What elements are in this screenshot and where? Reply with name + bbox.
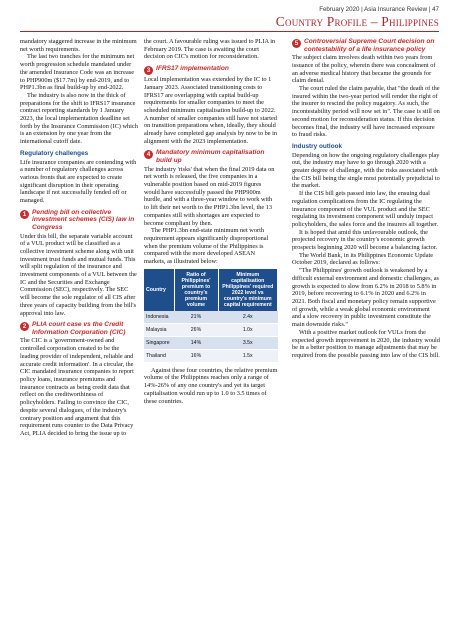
item-4-heading xyxy=(144,149,278,164)
page-header-issue: February 2020 | Asia Insurance Review | 47 xyxy=(319,6,439,13)
section-title: Country Profile – Philippines xyxy=(275,14,439,29)
table-header-row xyxy=(144,269,278,311)
paragraph: The last two tranches for the minimum net worth progression schedule mandated under the amended Insurance Code was an increase to PHP900m ($17.7m) by end-2019, and to PHP1.3bn as final build-up by end-2022. xyxy=(20,53,135,92)
table-cell: 16% xyxy=(174,349,218,362)
paragraph: Local implementation was extended by the IC to 1 January 2023. Associated transitioning costs to IFRS17 are overlapping with capital build-up requirements for smaller companies to meet the scheduled minimum capitalisation build-up to 2022. A number of smaller companies still have not started on transition preparations when, ideally, they should already have completed gap analysis by now to be in alignment with the 2023 implementation. xyxy=(144,76,278,145)
column-1 xyxy=(20,38,138,438)
paragraph: With a positive market outlook for VULs from the expected growth improvement in 2020, the industry would be in a better position to manage adjustments that may be required from the possible passing into law of the CIS bill. xyxy=(292,328,440,359)
table-cell: Indonesia xyxy=(144,311,174,324)
paragraph: Under this bill, the separate variable account of a VUL product will be classified as a collective investment scheme along with unit investment trust funds and mutual funds. This will split regulation of the insurance and investment components of a VUL between the IC and the Securities and Exchange Commission (SEC), respectively. The SEC will become the sole regulator of all CIS after three years of capacity building from the bill's approval into law. xyxy=(20,232,137,317)
item-4-title: Mandatory minimum capitalisation build up xyxy=(156,149,265,165)
number-badge-icon: 5 xyxy=(292,39,301,48)
paragraph: The World Bank, in its Philippines Economic Update October 2019, declared as follows: xyxy=(292,251,434,267)
paragraph: The PHP1.3bn end-state minimum net worth requirement appears significantly disproportional when the premium volume of the Philippines is compared with the more developed ASEAN markets, as illustrated below: xyxy=(144,227,269,266)
item-3-title: IFRS17 implementation xyxy=(156,65,229,73)
column-2 xyxy=(144,38,278,405)
table-row xyxy=(144,336,278,349)
paragraph: The industry 'risks' that when the final 2019 data on net worth is released, the five companies in a vulnerable position based on mid-2019 figures would have successfully passed the PHP900m hurdle, and with a three-year window to work with to lift their net worth to the PHP1.3bn level, the 13 companies still with shortages are expected to become compliant by then. xyxy=(144,165,275,227)
item-1-heading xyxy=(20,209,138,232)
paragraph: If the CIS bill gets passed into law, the ensuing dual regulation complications from the IC regulating the insurance component of the VUL product and the SEC regulating its investment component will unduly impact policyholders, the sales force and the insurers all together. xyxy=(292,190,439,228)
paragraph: the court. A favourable ruling was issued to PLIA in February 2019. The case is awaiting the court decision on CIC's motion for reconsideration. xyxy=(144,38,276,61)
table-cell: 2.4x xyxy=(218,311,278,324)
table-header-ratio: Ratio of Philippines' premium to country's premium volume xyxy=(174,269,218,311)
table-header-capitalisation: Minimum capitalisation Philippines' required 2022 level vs country's minimum capital requirement xyxy=(218,269,278,311)
paragraph: Depending on how the ongoing regulatory challenges play out, the industry may have to go through 2020 with a greater degree of challenge, with the risks associated with the CIS bill being the single most potentially prejudicial to the market. xyxy=(292,151,440,190)
paragraph: The subject claim involves death within two years from issuance of the policy, wherein there was concealment of an adverse medical history that became the grounds for claim denial. xyxy=(292,54,436,85)
number-badge-icon: 4 xyxy=(144,150,153,159)
item-5-title: Controversial Supreme Court decision on contestability of a life insurance policy xyxy=(304,38,435,53)
column-3 xyxy=(292,38,440,360)
table-cell: 3.5x xyxy=(218,336,278,349)
table-cell: Thailand xyxy=(144,349,174,362)
regulatory-challenges-heading: Regulatory challenges xyxy=(20,149,89,157)
number-badge-icon: 2 xyxy=(20,322,29,331)
industry-outlook-heading: Industry outlook xyxy=(292,142,343,150)
paragraph: The CIC is a 'government-owned and controlled corporation created to be the leading provider of independent, reliable and accurate credit information'. In a circular, the CIC mandated insurance companies to report policy loans, insurance premiums and insurance contracts as being credit data that reflect on the creditworthiness of policyholders. Failing to convince the CIC, despite several dialogues, of the industry's contrary position and argument that this requirement runs counter to the Data Privacy Act, PLIA decided to bring the issue up to xyxy=(20,337,134,437)
table-row xyxy=(144,311,278,324)
number-badge-icon: 1 xyxy=(20,210,29,219)
table-cell: 1.5x xyxy=(218,349,278,362)
paragraph: mandatory staggered increase in the minimum net worth requirements. xyxy=(20,38,137,53)
item-2-title: PLIA court case vs the Credit Information Corporation (CIC) xyxy=(32,321,126,336)
table-cell: Malaysia xyxy=(144,323,174,336)
table-cell: 21% xyxy=(174,311,218,324)
paragraph: Life insurance companies are contending with a number of regulatory challenges across various fronts that are expected to create significant disruption in their operating landscape if not successfully fended off or managed. xyxy=(20,158,137,205)
paragraph: It is hoped that amid this unfavourable outlook, the projected recovery in the country's economic growth prospects beginning 2020 will become a balancing factor. xyxy=(292,228,438,252)
number-badge-icon: 3 xyxy=(144,66,153,75)
item-1-title: Pending bill on collective investment schemes (CIS) law in Congress xyxy=(32,208,135,231)
item-5-heading xyxy=(292,38,440,53)
table-header-country: Country xyxy=(144,269,174,311)
table-cell: 26% xyxy=(174,323,218,336)
paragraph: Against these four countries, the relative premium volume of the Philippines reaches only a range of 14%-26% of any one country's and yet its target capitalisation would run up to 1.0 to 3.5 times of these countries. xyxy=(144,366,278,405)
paragraph: The industry is also now in the thick of preparations for the shift to IFRS17 insurance contract reporting standards by 1 January 2023, the local implementation deadline set forth by the Insurance Commission (IC) which is an extension by one year from the international cutoff date. xyxy=(20,91,138,146)
table-row xyxy=(144,323,278,336)
table-cell: 1.0x xyxy=(218,323,278,336)
table-cell: Singapore xyxy=(144,336,174,349)
quote-paragraph: "The Philippines' growth outlook is weakened by a difficult external environment and domestic challenges, as growth is expected to slow from 6.2% in 2018 to 5.8% in 2019, before recovering to 6.1% in 2020 and 6.2% in 2021. Both fiscal and monetary policy remain supportive of growth, while a weak global economic environment and a slow recovery in public investment constitute the main downside risks." xyxy=(292,267,439,329)
title-divider xyxy=(20,31,439,32)
table-cell: 14% xyxy=(174,336,218,349)
item-2-heading xyxy=(20,321,138,336)
paragraph: The court ruled the claim payable, that "the death of the insured within the two-year period will render the right of the insurer to rescind the policy nugatory. As such, the incontestability period will now set in". The case is still on second motion for reconsideration status. If this decision becomes final, the industry will have increased exposure to fraud risks. xyxy=(292,85,440,139)
item-3-heading xyxy=(144,65,278,75)
table-row xyxy=(144,349,278,362)
comparison-table xyxy=(144,269,278,363)
